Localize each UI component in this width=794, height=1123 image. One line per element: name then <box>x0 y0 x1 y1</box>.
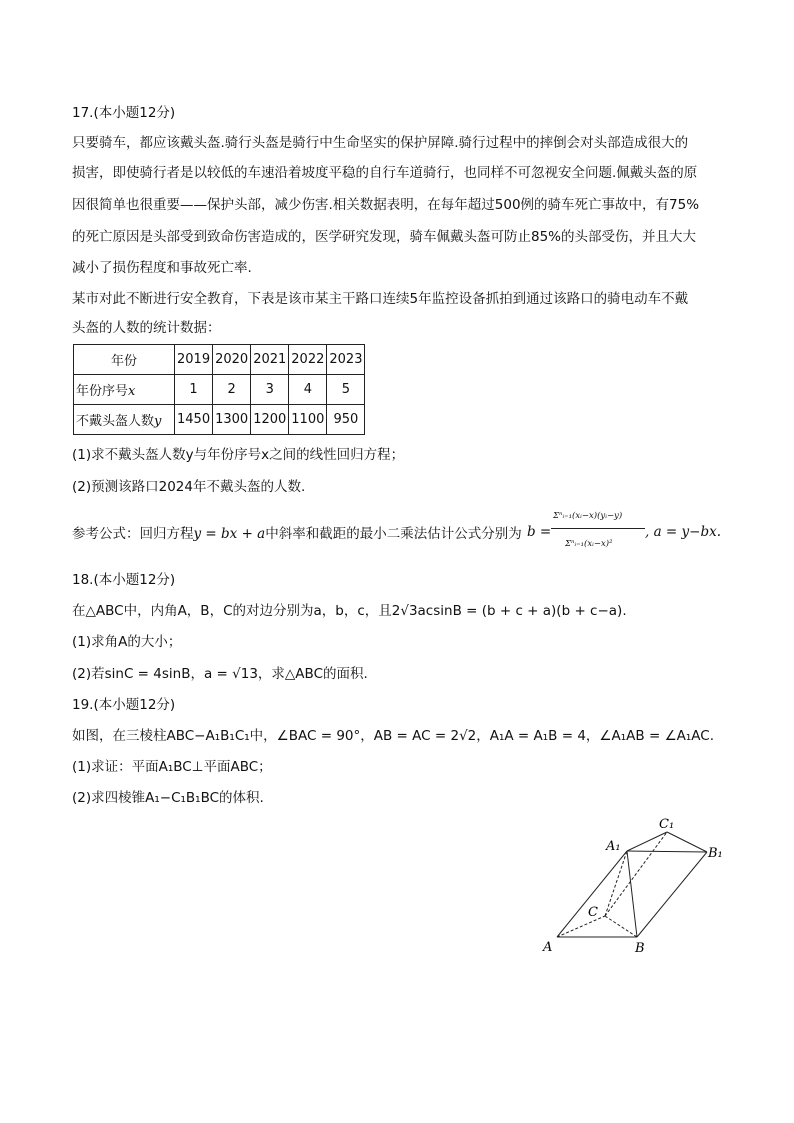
q18-part-1: (1)求角A的大小； <box>72 634 182 650</box>
table-cell: 2 <box>213 375 251 405</box>
table-cell: 4 <box>289 375 327 405</box>
q17-line-2: 损害，即使骑行者是以较低的车速沿着坡度平稳的自行车道骑行，也同样不可忽视安全问题.佩戴头盔的原 <box>72 165 698 181</box>
q17-header: 17.(本小题12分) <box>72 105 176 121</box>
ref-fraction-bar <box>551 528 645 529</box>
table-row-x <box>74 375 365 405</box>
ref-a-formula: , a = y−bx. <box>645 524 722 540</box>
label-c: C <box>588 905 598 920</box>
q17-line-4: 的死亡原因是头部受到致命伤害造成的，医学研究发现，骑车佩戴头盔可防止85%的头部受伤，并且大大 <box>72 229 697 245</box>
ref-equation: y = bx + a <box>193 526 266 542</box>
table-cell: 5 <box>327 375 365 405</box>
q17-line-1: 只要骑车，都应该戴头盔.骑行头盔是骑行中生命坚实的保护屏障.骑行过程中的摔倒会对头部造成很大的 <box>72 135 689 151</box>
q19-header: 19.(本小题12分) <box>72 697 176 713</box>
label-a: A <box>543 940 553 955</box>
q17-intro-1: 某市对此不断进行安全教育，下表是该市某主干路口连续5年监控设备抓拍到通过该路口的骑电动车不戴 <box>72 291 689 307</box>
table-header-cell: 2020 <box>213 345 251 375</box>
q17-part-1: (1)求不戴头盔人数y与年份序号x之间的线性回归方程； <box>72 447 405 463</box>
edge-b-b1 <box>637 852 707 937</box>
edge-a1-b1 <box>627 851 707 852</box>
ref-b-symbol: b = <box>527 524 552 540</box>
label-c1: C₁ <box>659 817 675 832</box>
table-header-cell: 2023 <box>327 345 365 375</box>
q17-intro-2: 头盔的人数的统计数据： <box>72 320 221 336</box>
table-cell: 1100 <box>289 405 327 435</box>
table-header-cell: 2022 <box>289 345 327 375</box>
table-row-label: 年份序号x <box>74 375 175 405</box>
table-header-cell: 年份 <box>74 345 175 375</box>
q18-line-1: 在△ABC中，内角A，B，C的对边分别为a，b，c，且2√3acsinB = (b + c + a)(b + c−a). <box>72 603 627 619</box>
table-cell: 1 <box>175 375 213 405</box>
ref-fraction-numerator: Σⁿᵢ₌₁(xᵢ−x)(yᵢ−y) <box>553 511 623 521</box>
segment-a1-b <box>627 851 637 937</box>
ref-prefix: 参考公式：回归方程 <box>72 526 194 542</box>
edge-a1-c1 <box>627 832 667 851</box>
segment-a1-c-hidden <box>605 851 627 916</box>
table-cell: 1450 <box>175 405 213 435</box>
q17-reference-formula <box>72 524 522 544</box>
q17-line-5: 减小了损伤程度和事故死亡率. <box>72 260 252 276</box>
table-cell: 1300 <box>213 405 251 435</box>
data-table <box>73 344 365 435</box>
label-b1: B₁ <box>708 846 723 861</box>
q17-part-2: (2)预测该路口2024年不戴头盔的人数. <box>72 479 306 495</box>
q18-header: 18.(本小题12分) <box>72 572 176 588</box>
table-header-cell: 2019 <box>175 345 213 375</box>
table-row-label: 不戴头盔人数y <box>74 405 175 435</box>
q18-part-2: (2)若sinC = 4sinB，a = √13，求△ABC的面积. <box>72 666 368 682</box>
edge-c1-b1 <box>667 832 707 852</box>
q19-line-1: 如图，在三棱柱ABC−A₁B₁C₁中，∠BAC = 90°，AB = AC = 2√2，A₁A = A₁B = 4，∠A₁AB = ∠A₁AC. <box>72 728 715 744</box>
q19-part-1: (1)求证：平面A₁BC⊥平面ABC； <box>72 759 272 775</box>
edge-c-b-hidden <box>605 916 637 937</box>
prism-figure <box>540 812 730 957</box>
edge-a-a1 <box>557 851 627 937</box>
ref-middle: 中斜率和截距的最小二乘法估计公式分别为 <box>265 526 522 542</box>
label-b: B <box>635 941 645 956</box>
table-header-cell: 2021 <box>251 345 289 375</box>
table-header-row <box>74 345 365 375</box>
q17-line-3: 因很简单也很重要——保护头部，减少伤害.相关数据表明，在每年超过500例的骑车死亡事故中，有75% <box>72 197 700 213</box>
table-cell: 3 <box>251 375 289 405</box>
label-a1: A₁ <box>606 839 621 854</box>
table-cell: 1200 <box>251 405 289 435</box>
ref-fraction-denominator: Σⁿᵢ₌₁(xᵢ−x)² <box>565 539 613 549</box>
table-cell: 950 <box>327 405 365 435</box>
q19-part-2: (2)求四棱锥A₁−C₁B₁BC的体积. <box>72 790 264 806</box>
table-row-y <box>74 405 365 435</box>
